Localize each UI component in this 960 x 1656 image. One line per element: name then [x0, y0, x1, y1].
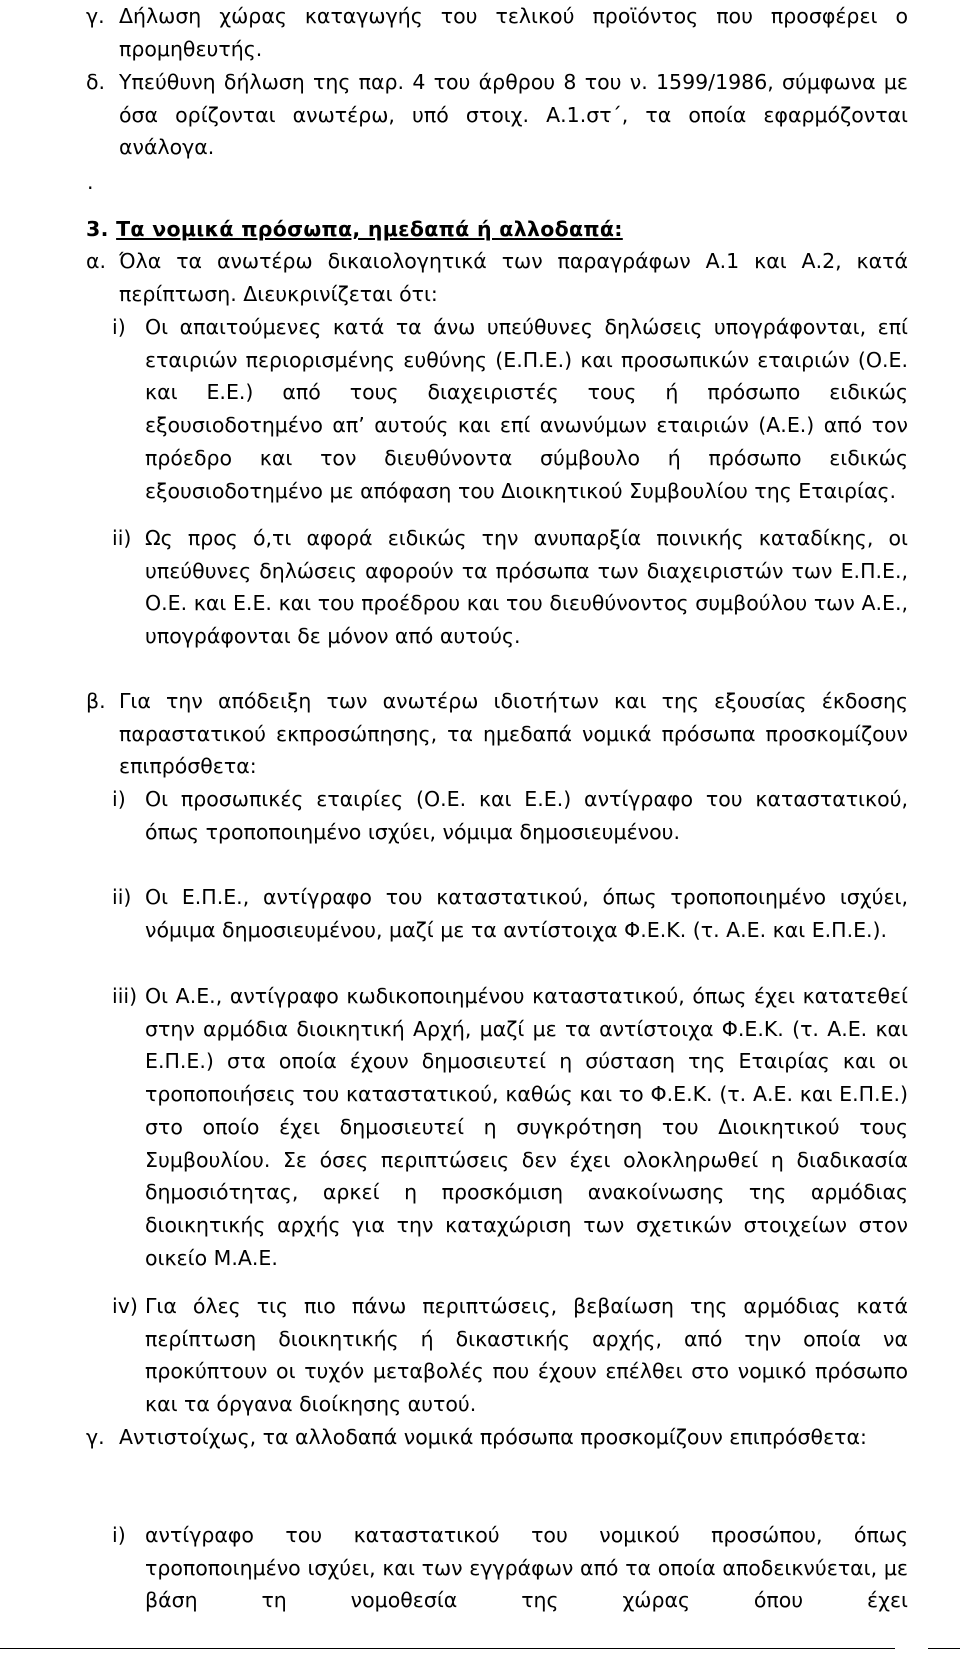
section-number: 3. — [86, 217, 109, 241]
sub-item-text: Οι Α.Ε., αντίγραφο κωδικοποιημένου καταστατικού, όπως έχει κατατεθεί στην αρμόδια διοικητική Αρχή, μαζί με τα αντίστοιχα Φ.Ε.Κ. (τ. Α.Ε. και Ε.Π.Ε.) στα οποία έχουν δημοσιευτεί η σύσταση της Εταιρίας και οι τροποποιήσεις του καταστατικού, καθώς και το Φ.Ε.Κ. (τ. Α.Ε. και Ε.Π.Ε.) στο οποίο έχει δημοσιευτεί η συγκρότηση του Διοικητικού τους Συμβουλίου. Σε όσες περιπτώσεις δεν έχει ολοκληρωθεί η διαδικασία δημοσιότητας, αρκεί η προσκόμιση ανακοίνωσης της αρμόδιας διοικητικής αρχής για την καταχώριση των σχετικών στοιχείων στον οικείο Μ.Α.Ε. — [145, 984, 908, 1270]
paragraph-gamma-foreign — [119, 1421, 908, 1454]
section-heading — [86, 213, 623, 246]
sub-item-label: i) — [112, 787, 126, 811]
sub-item-label: iv) — [112, 1294, 138, 1318]
item-label: α. — [86, 249, 107, 273]
sub-item-beta-i — [145, 783, 908, 848]
paragraph-text: Όλα τα ανωτέρω δικαιολογητικά των παραγράφων Α.1 και Α.2, κατά περίπτωση. Διευκρινίζεται ότι: — [119, 249, 908, 306]
sub-item-label: i) — [112, 315, 126, 339]
item-label: γ. — [86, 1425, 105, 1449]
paragraph-beta — [119, 685, 908, 783]
paragraph-delta-declaration — [119, 66, 908, 164]
paragraph-text: Δήλωση χώρας καταγωγής του τελικού προϊόντος που προσφέρει ο προμηθευτής. — [119, 4, 908, 61]
stray-dot: . — [87, 170, 94, 194]
sub-item-label: ii) — [112, 885, 132, 909]
footer-rule-short — [928, 1648, 960, 1649]
sub-item-text: Ως προς ό,τι αφορά ειδικώς την ανυπαρξία ποινικής καταδίκης, οι υπεύθυνες δηλώσεις αφορούν τα πρόσωπα των διαχειριστών των Ε.Π.Ε., Ο.Ε. και Ε.Ε. και του προέδρου και του διευθύνοντος συμβούλου των Α.Ε., υπογράφονται δε μόνον από αυτούς. — [145, 526, 908, 649]
sub-item-text: αντίγραφο του καταστατικού του νομικού προσώπου, όπως τροποποιημένο ισχύει, και των εγγράφων από τα οποία αποδεικνύεται, με βάση τη νομοθεσία της χώρας όπου έχει — [145, 1523, 908, 1613]
item-label: δ. — [86, 70, 106, 94]
item-label: β. — [86, 689, 106, 713]
paragraph-gamma-origin — [119, 0, 908, 65]
footer-rule — [0, 1648, 895, 1649]
sub-item-label: ii) — [112, 526, 132, 550]
sub-item-gamma-i — [145, 1519, 908, 1617]
sub-item-label: i) — [112, 1523, 126, 1547]
item-label: γ. — [86, 4, 105, 28]
sub-item-text: Οι Ε.Π.Ε., αντίγραφο του καταστατικού, όπως τροποποιημένο ισχύει, νόμιμα δημοσιευμένου, μαζί με τα αντίστοιχα Φ.Ε.Κ. (τ. Α.Ε. και Ε.Π.Ε.). — [145, 885, 908, 942]
sub-item-beta-iv — [145, 1290, 908, 1421]
sub-item-alpha-ii — [145, 522, 908, 653]
paragraph-text: Υπεύθυνη δήλωση της παρ. 4 του άρθρου 8 του ν. 1599/1986, σύμφωνα με όσα ορίζονται ανωτέρω, υπό στοιχ. Α.1.στ΄, τα οποία εφαρμόζονται ανάλογα. — [119, 70, 908, 160]
paragraph-text: Αντιστοίχως, τα αλλοδαπά νομικά πρόσωπα προσκομίζουν επιπρόσθετα: — [119, 1425, 867, 1449]
sub-item-beta-ii — [145, 881, 908, 946]
section-title: Τα νομικά πρόσωπα, ημεδαπά ή αλλοδαπά: — [116, 217, 623, 241]
sub-item-text: Οι απαιτούμενες κατά τα άνω υπεύθυνες δηλώσεις υπογράφονται, επί εταιριών περιορισμένης ευθύνης (Ε.Π.Ε.) και προσωπικών εταιριών (Ο.Ε. και Ε.Ε.) από τους διαχειριστές τους ή πρόσωπο ειδικώς εξουσιοδοτημένο απ’ αυτούς και επί ανωνύμων εταιριών (Α.Ε.) από τον πρόεδρο και τον διευθύνοντα σύμβουλο ή πρόσωπο ειδικώς εξουσιοδοτημένο με απόφαση του Διοικητικού Συμβουλίου της Εταιρίας. — [145, 315, 908, 503]
paragraph-text: Για την απόδειξη των ανωτέρω ιδιοτήτων και της εξουσίας έκδοσης παραστατικού εκπροσώπησης, τα ημεδαπά νομικά πρόσωπα προσκομίζουν επιπρόσθετα: — [119, 689, 908, 779]
paragraph-alpha — [119, 245, 908, 310]
sub-item-alpha-i — [145, 311, 908, 507]
sub-item-label: iii) — [112, 984, 138, 1008]
sub-item-text: Για όλες τις πιο πάνω περιπτώσεις, βεβαίωση της αρμόδιας κατά περίπτωση διοικητικής ή δικαστικής αρχής, από την οποία να προκύπτουν οι τυχόν μεταβολές που έχουν επέλθει στο νομικό πρόσωπο και τα όργανα διοίκησης αυτού. — [145, 1294, 908, 1417]
sub-item-beta-iii — [145, 980, 908, 1274]
sub-item-text: Οι προσωπικές εταιρίες (Ο.Ε. και Ε.Ε.) αντίγραφο του καταστατικού, όπως τροποποιημένο ισχύει, νόμιμα δημοσιευμένου. — [145, 787, 908, 844]
